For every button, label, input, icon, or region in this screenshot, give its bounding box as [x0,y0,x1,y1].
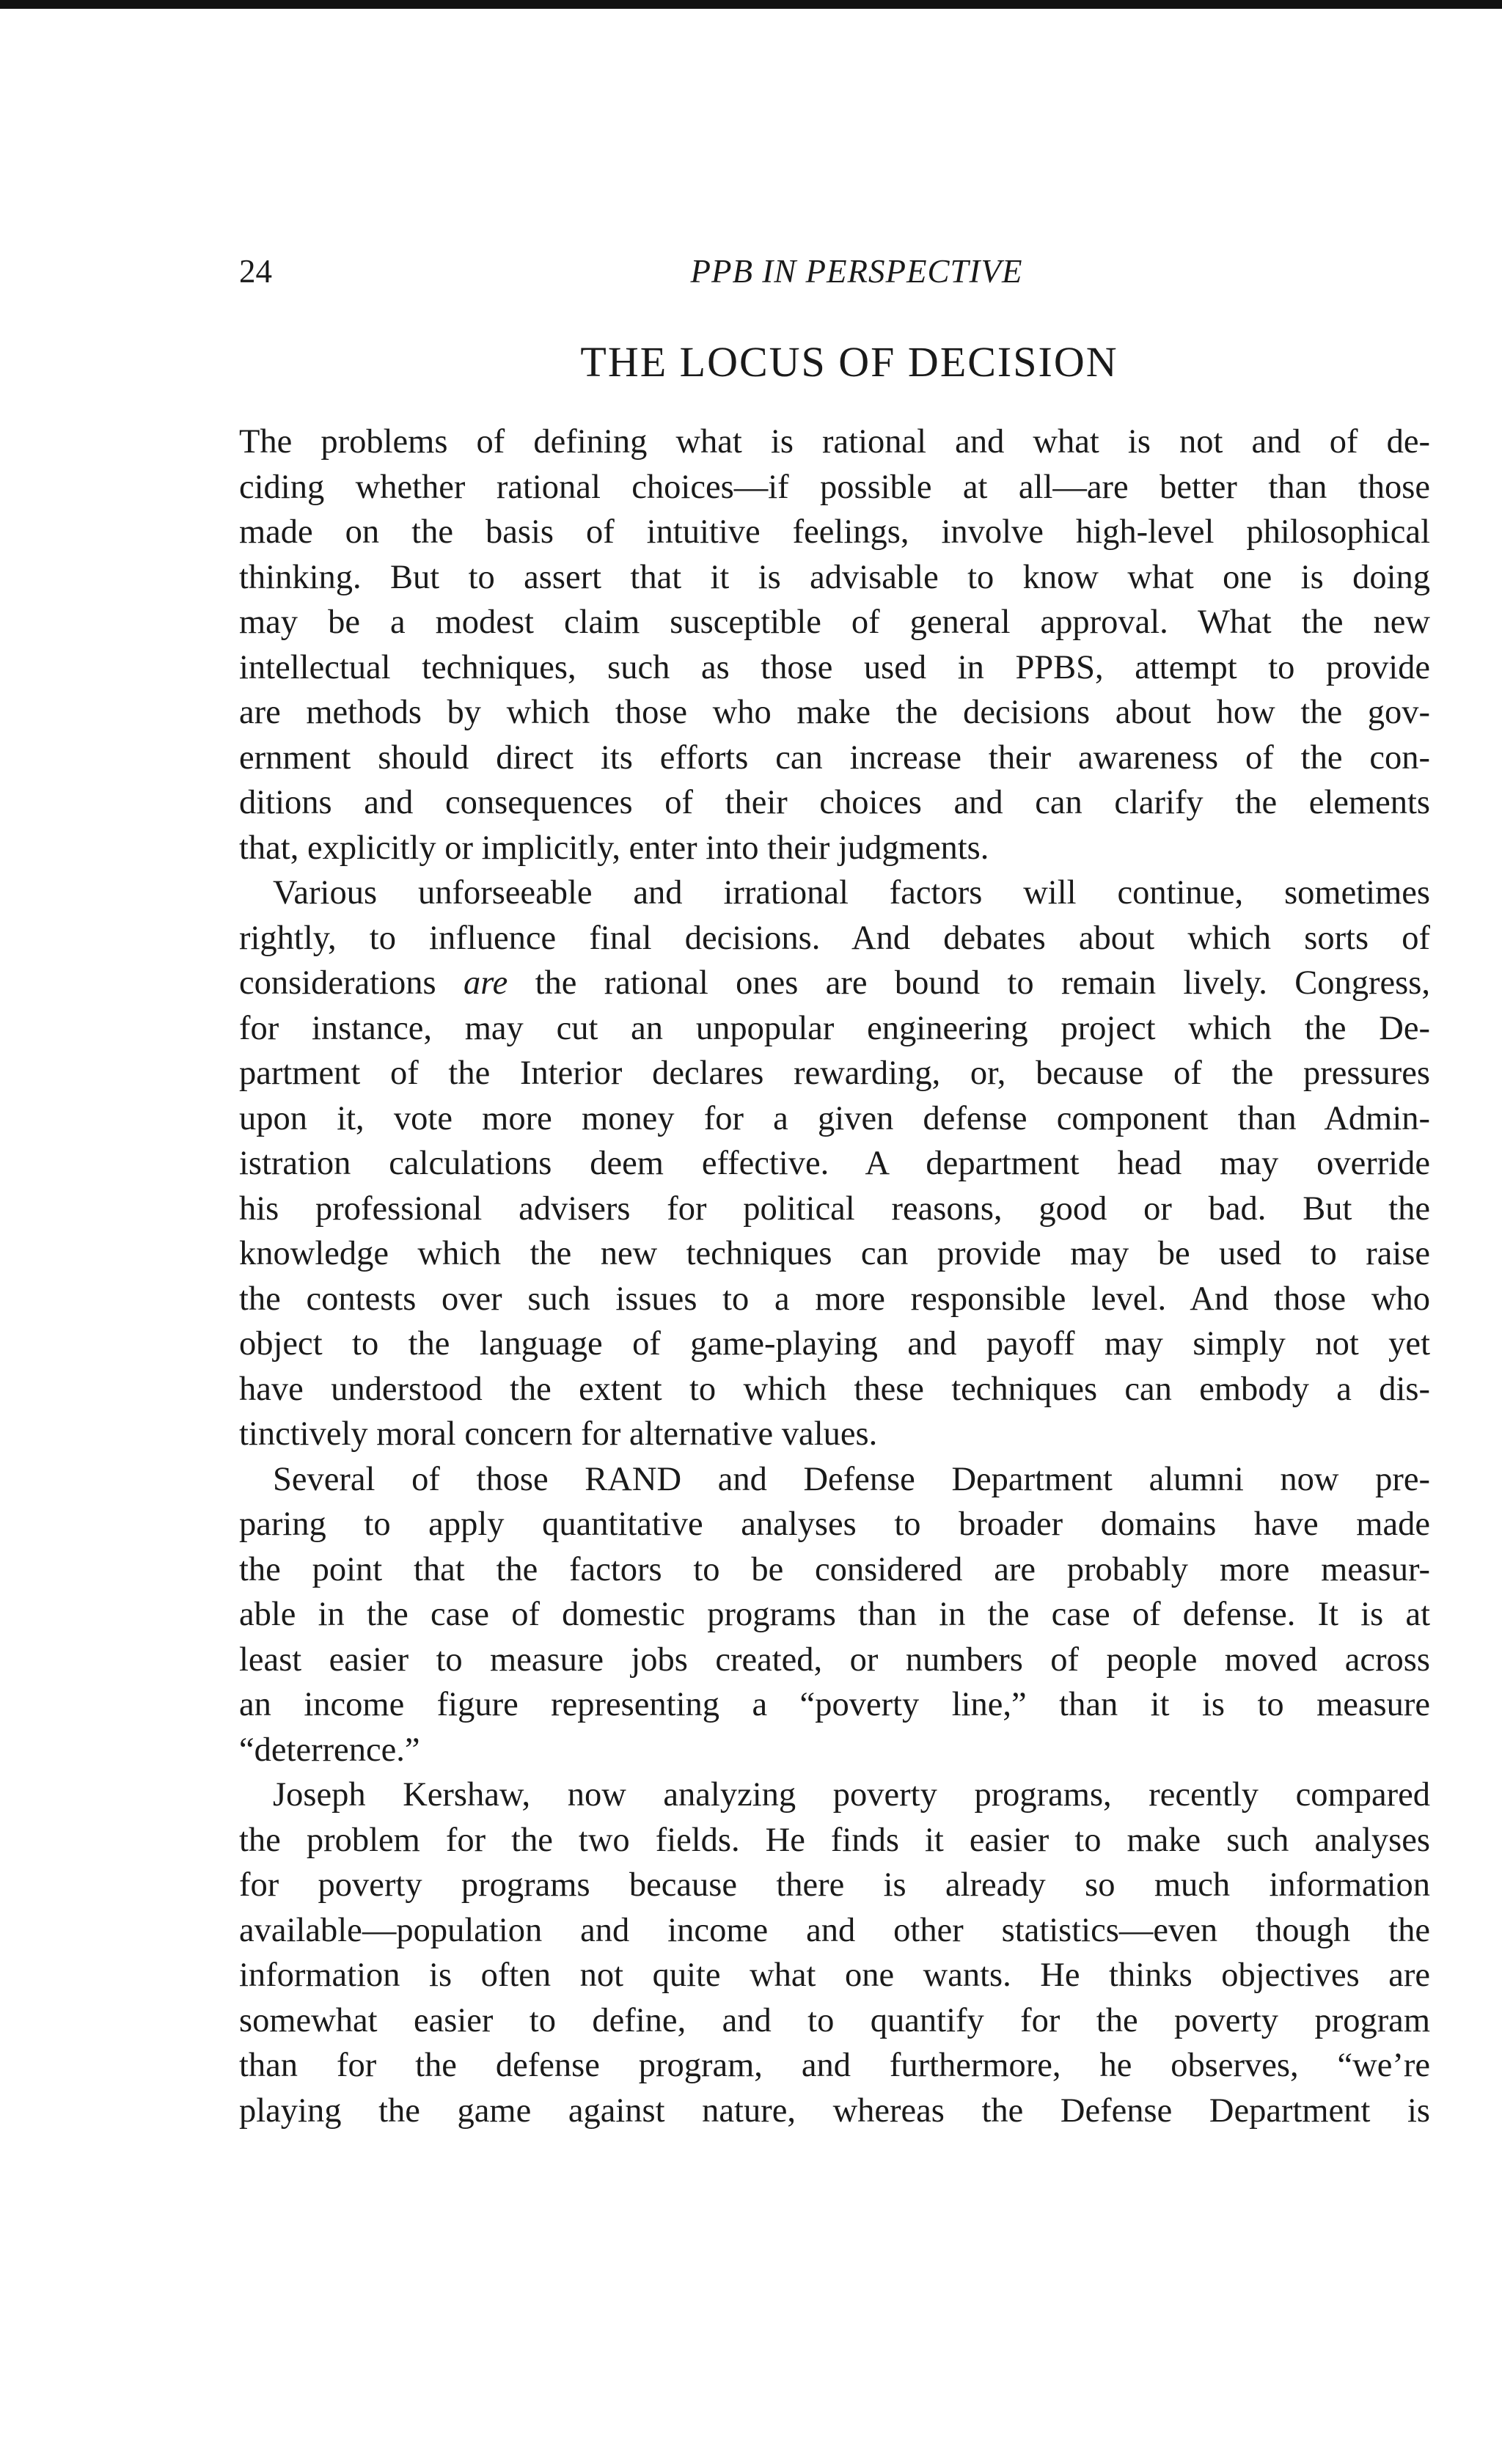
text-line: Joseph Kershaw, now analyzing poverty programs, recently compared [273,1776,1430,1814]
text-line: than for the defense program, and furthermore, he observes, “we’re [239,2047,1430,2084]
text-line: have understood the extent to which these techniques can embody a dis- [239,1370,1430,1408]
text-line: ernment should direct its efforts can increase their awareness of the con- [239,738,1430,777]
text-line: somewhat easier to define, and to quantify for the poverty program [239,2001,1430,2039]
text-line: thinking. But to assert that it is advisable to know what one is doing [239,558,1430,596]
body-text [239,419,1430,2133]
text-line: his professional advisers for political reasons, good or bad. But the [239,1189,1430,1228]
text-line: the point that the factors to be considered are probably more measur- [239,1550,1430,1588]
text-line: least easier to measure jobs created, or numbers of people moved across [239,1640,1430,1679]
text-line: tinctively moral concern for alternative values. [239,1415,878,1453]
text-line: for poverty programs because there is already so much information [239,1866,1430,1904]
chapter-heading: THE LOCUS OF DECISION [580,338,1118,386]
text-line-with-emphasis [239,961,1430,1006]
text-line: able in the case of domestic programs than in the case of defense. It is at [239,1596,1430,1633]
text-line: upon it, vote more money for a given defense component than Admin- [239,1099,1430,1137]
text-line: may be a modest claim susceptible of general approval. What the new [239,604,1430,641]
text-line: The problems of defining what is rational and what is not and of de- [239,423,1430,461]
text-line: ditions and consequences of their choices and can clarify the elements [239,784,1430,821]
text-line: “deterrence.” [239,1731,420,1769]
text-line: ciding whether rational choices—if possible at all—are better than those [239,468,1430,506]
scan-edge-line [0,0,1502,9]
text-line: information is often not quite what one wants. He thinks objectives are [239,1957,1430,1994]
text-line: made on the basis of intuitive feelings, involve high-level philosophical [239,513,1430,551]
text-fragment: the rational ones are bound to remain lively. Congress, [508,964,1430,1002]
running-title: PPB IN PERSPECTIVE [690,253,1023,290]
text-line: an income figure representing a “poverty line,” than it is to measure [239,1686,1430,1723]
text-line: the problem for the two fields. He finds it easier to make such analyses [239,1821,1430,1859]
text-line: istration calculations deem effective. A department head may override [239,1145,1430,1182]
running-head [239,249,1430,293]
text-line: for instance, may cut an unpopular engineering project which the De- [239,1009,1430,1047]
text-line: Various unforseeable and irrational factors will continue, sometimes [273,874,1430,912]
text-line: are methods by which those who make the decisions about how the gov- [239,694,1430,731]
text-line: the contests over such issues to a more responsible level. And those who [239,1280,1430,1318]
text-line: intellectual techniques, such as those used in PPBS, attempt to provide [239,648,1430,686]
text-line: available—population and income and other statistics—even though the [239,1911,1430,1949]
emphasized-word: are [463,964,508,1002]
text-line: object to the language of game-playing and payoff may simply not yet [239,1325,1430,1363]
text-line: paring to apply quantitative analyses to broader domains have made [239,1506,1430,1543]
text-line: playing the game against nature, whereas the Defense Department is [239,2091,1430,2130]
text-fragment: considerations [239,964,464,1002]
text-line: partment of the Interior declares rewarding, or, because of the pressures [239,1055,1430,1092]
text-line: rightly, to influence final decisions. And debates about which sorts of [239,919,1430,957]
text-line: Several of those RAND and Defense Department alumni now pre- [273,1460,1430,1498]
text-line: knowledge which the new techniques can provide may be used to raise [239,1235,1430,1272]
page-number: 24 [239,253,272,290]
text-line: that, explicitly or implicitly, enter into their judgments. [239,829,989,867]
